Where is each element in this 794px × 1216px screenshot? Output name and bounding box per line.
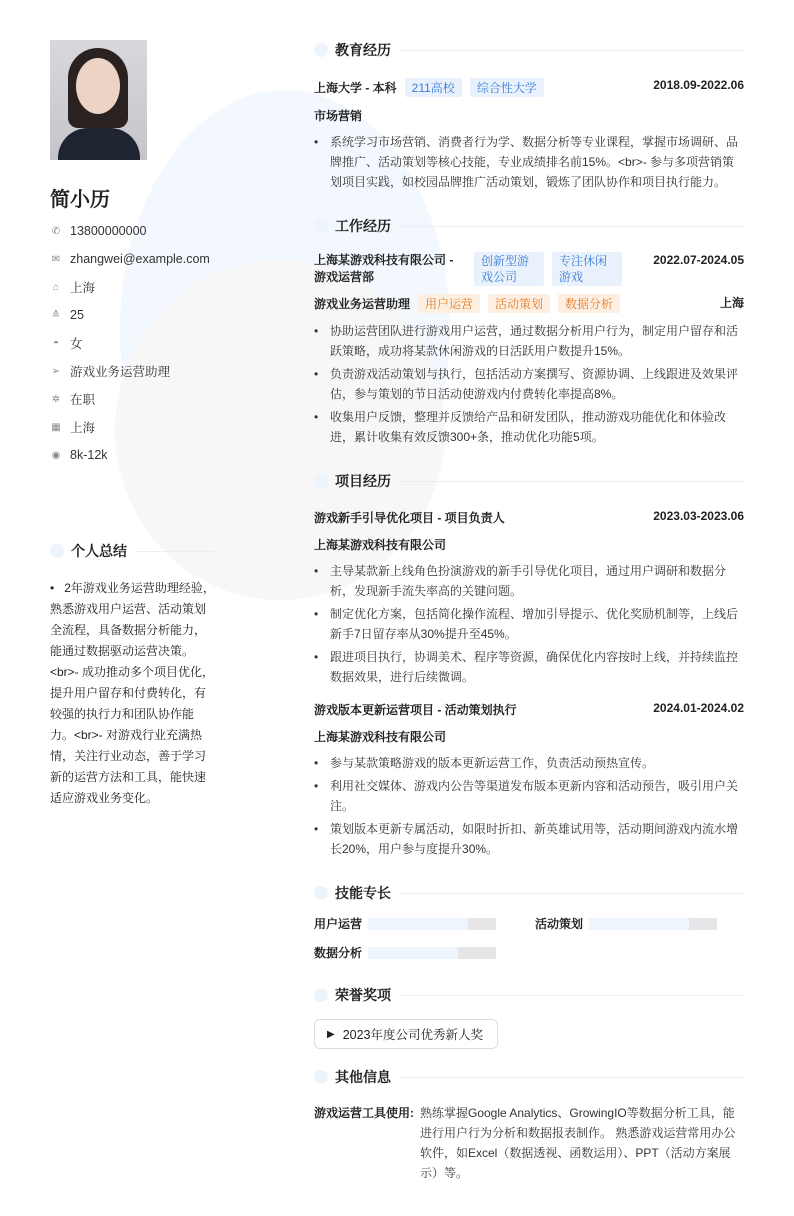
contact-text: 女 — [70, 337, 83, 351]
contact-item — [50, 217, 220, 245]
city: 上海 — [719, 296, 744, 310]
contact-item — [50, 273, 220, 301]
tag: 用户运营 — [418, 294, 480, 313]
contact-text: zhangwei@example.com — [70, 252, 210, 266]
list-item: • 收集用户反馈，整理并反馈给产品和研发团队，推动游戏功能优化和体验改进，累计收集有效反馈300+条，推动优化功能5项。 — [314, 407, 744, 447]
section-title: 教育经历 — [335, 42, 391, 58]
major: 市场营销 — [314, 109, 363, 123]
education-heading — [314, 40, 744, 60]
project-org: 上海某游戏科技有限公司 — [314, 730, 447, 744]
education-row — [314, 78, 744, 97]
section-dot-icon — [314, 219, 328, 233]
section-dot-icon — [314, 43, 328, 57]
tag: 创新型游戏公司 — [474, 252, 544, 286]
skill-item — [314, 915, 535, 932]
skills-heading — [314, 883, 744, 903]
award-label: 2023年度公司优秀新人奖 — [342, 1028, 484, 1042]
project-name: 游戏新手引导优化项目 - 项目负责人 — [314, 511, 505, 525]
contact-text: 上海 — [70, 421, 96, 435]
awards-heading — [314, 985, 744, 1005]
skill-bar — [368, 947, 496, 959]
home-icon: ⌂ — [52, 281, 60, 293]
contact-item — [50, 329, 220, 357]
project-item — [314, 701, 744, 859]
role: 游戏业务运营助理 — [314, 297, 411, 311]
triangle-right-icon: ▶ — [327, 1028, 335, 1040]
skill-name: 数据分析 — [314, 946, 363, 960]
date: 2018.09-2022.06 — [653, 78, 744, 92]
tag: 专注休闲游戏 — [552, 252, 622, 286]
list-item: • 策划版本更新专属活动，如限时折扣、新英雄试用等，活动期间游戏内流水增长20%，用户参与度提升30%。 — [314, 819, 744, 859]
other-text: 熟练掌握Google Analytics、GrowingIO等数据分析工具，能进行用户行为分析和数据报表制作。 熟悉游戏运营常用办公软件，如Excel（数据透视、函数运用）、PPT（活动方案展示）等。 — [420, 1106, 736, 1180]
section-title: 项目经历 — [335, 473, 391, 489]
list-item: • 参与某款策略游戏的版本更新运营工作，负责活动预热宣传。 — [314, 753, 744, 773]
tag: 211高校 — [405, 78, 462, 97]
name: 简小历 — [50, 189, 110, 211]
contact-item — [50, 413, 220, 441]
role-row — [314, 294, 744, 313]
status-icon: ✲ — [51, 393, 61, 405]
skill-name: 用户运营 — [314, 917, 363, 931]
other-label: 游戏运营工具使用: — [314, 1106, 414, 1120]
section-title: 个人总结 — [71, 543, 127, 559]
skill-name: 活动策划 — [535, 917, 584, 931]
tag: 活动策划 — [488, 294, 550, 313]
award-item[interactable] — [314, 1019, 498, 1049]
section-title: 技能专长 — [335, 885, 391, 901]
project-org: 上海某游戏科技有限公司 — [314, 538, 447, 552]
contact-text: 在职 — [70, 393, 96, 407]
mail-icon: ✉ — [51, 253, 61, 265]
section-dot-icon — [314, 886, 328, 900]
contact-text: 13800000000 — [70, 224, 147, 238]
list-item: • 协助运营团队进行游戏用户运营，通过数据分析用户行为，制定用户留存和活跃策略，成功将某款休闲游戏的日活跃用户数提升15%。 — [314, 321, 744, 361]
contact-text: 25 — [70, 308, 84, 322]
list-item: • 跟进项目执行，协调美术、程序等资源，确保优化内容按时上线，并持续监控数据效果，进行后续微调。 — [314, 647, 744, 687]
contact-list — [50, 217, 220, 469]
contact-item — [50, 357, 220, 385]
school: 上海大学 - 本科 — [314, 81, 397, 95]
list-item: • 负责游戏活动策划与执行，包括活动方案撰写、资源协调、上线跟进及效果评估，参与策划的节日活动使游戏内付费转化率提高8%。 — [314, 364, 744, 404]
section-title: 荣誉奖项 — [335, 987, 391, 1003]
work-row — [314, 252, 744, 286]
main-content — [314, 40, 744, 1183]
section-title: 工作经历 — [335, 218, 391, 234]
list-item: • 制定优化方案，包括简化操作流程、增加引导提示、优化奖励机制等，上线后新手7日留存率从30%提升至45%。 — [314, 604, 744, 644]
cake-icon: ≙ — [51, 309, 61, 321]
tag: 综合性大学 — [470, 78, 544, 97]
phone-icon: ✆ — [51, 225, 61, 237]
company: 上海某游戏科技有限公司 - 游戏运营部 — [314, 253, 454, 284]
building-icon: ▦ — [51, 421, 61, 433]
date: 2023.03-2023.06 — [653, 509, 744, 523]
list-item: • 主导某款新上线角色扮演游戏的新手引导优化项目，通过用户调研和数据分析，发现新手流失率高的关键问题。 — [314, 561, 744, 601]
skill-item — [314, 944, 535, 961]
other-heading — [314, 1067, 744, 1087]
date: 2022.07-2024.05 — [653, 253, 744, 267]
skill-bar — [368, 918, 496, 930]
section-dot-icon — [314, 1070, 328, 1084]
skill-item — [535, 915, 744, 932]
avatar — [50, 40, 147, 160]
gender-icon: ◓ — [52, 337, 60, 349]
summary-text: • 2年游戏业务运营助理经验，熟悉游戏用户运营、活动策划全流程，具备数据分析能力，能通过数据驱动运营决策。<br>- 成功推动多个项目优化，提升用户留存和付费转化，有较强的执行力和团队协作能力。<br>- 对游戏行业充满热情，关注行业动态，善于学习新的运营方法和工具，能快速适应游戏业务变化。 — [50, 581, 215, 805]
contact-item — [50, 385, 220, 413]
work-heading — [314, 216, 744, 236]
other-info — [314, 1103, 744, 1183]
date: 2024.01-2024.02 — [653, 701, 744, 715]
sidebar — [50, 40, 220, 469]
send-icon: ➢ — [51, 365, 61, 377]
contact-text: 8k-12k — [70, 448, 108, 462]
salary-icon: ◉ — [51, 449, 61, 461]
list-item: • 系统学习市场营销、消费者行为学、数据分析等专业课程，掌握市场调研、品牌推广、活动策划等核心技能，专业成绩排名前15%。<br>- 参与多项营销策划项目实践，如校园品牌推广活动策划，锻炼了团队协作和项目执行能力。 — [314, 132, 744, 192]
project-item — [314, 509, 744, 687]
section-title: 其他信息 — [335, 1069, 391, 1085]
list-item: • 利用社交媒体、游戏内公告等渠道发布版本更新内容和活动预告，吸引用户关注。 — [314, 776, 744, 816]
contact-text: 上海 — [70, 281, 96, 295]
projects-heading — [314, 471, 744, 491]
section-dot-icon — [314, 988, 328, 1002]
contact-item — [50, 301, 220, 329]
contact-item — [50, 245, 220, 273]
section-dot-icon — [314, 474, 328, 488]
contact-text: 游戏业务运营助理 — [70, 365, 171, 379]
project-name: 游戏版本更新运营项目 - 活动策划执行 — [314, 703, 517, 717]
contact-item — [50, 441, 220, 469]
tag: 数据分析 — [558, 294, 620, 313]
summary-heading — [50, 541, 215, 561]
section-dot-icon — [50, 544, 64, 558]
skill-bar — [589, 918, 717, 930]
summary-body: 2年游戏业务运营助理经验，熟悉游戏用户运营、活动策划全流程，具备数据分析能力，能通过数据驱动运营决策。<br>- 成功推动多个项目优化，提升用户留存和付费转化，有较强的执行力和团队协作能力。<br>- 对游戏行业充满热情，关注行业动态，善于学习新的运营方法和工具，能快速适应游戏业务变化。 — [50, 581, 215, 805]
